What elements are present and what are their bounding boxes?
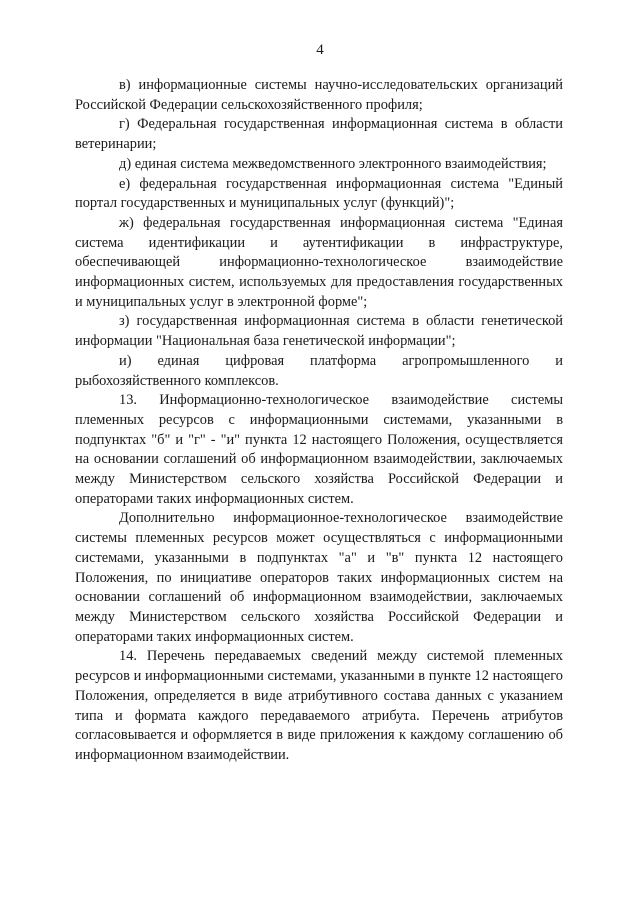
paragraph-item-zh: ж) федеральная государственная информационная система "Единая система идентификации и аутентификации в инфраструктуре, обеспечивающей информационно-технологическое взаимодействие информационных систем, используемых для предоставления государственных и муниципальных услуг в электронной форме";: [75, 214, 563, 310]
paragraph-item-e: е) федеральная государственная информационная система "Единый портал государственных и муниципальных услуг (функций)";: [75, 175, 563, 212]
paragraph-clause-13-additional: Дополнительно информационное-технологическое взаимодействие системы племенных ресурсов может осуществляться с информационными системами, указанными в подпунктах "а" и "в" пункта 12 настоящего Положения, по инициативе операторов таких информационных систем на основании соглашений об информационном взаимодействии, заключаемых между Министерством сельского хозяйства Российской Федерации и операторами таких информационных систем.: [75, 510, 563, 645]
paragraph-item-g: г) Федеральная государственная информационная система в области ветеринарии;: [75, 116, 563, 153]
page-number: 4: [316, 42, 324, 58]
paragraph-clause-13: 13. Информационно-технологическое взаимодействие системы племенных ресурсов с информационными системами, указанными в подпунктах "б" и "г" - "и" пункта 12 настоящего Положения, осуществляется на основании соглашений об информационном взаимодействии, заключаемых между Министерством сельского хозяйства Российской Федерации и операторами таких информационных систем.: [75, 392, 563, 507]
document-body: [75, 76, 563, 766]
paragraph-item-d: д) единая система межведомственного электронного взаимодействия;: [119, 155, 547, 172]
paragraph-clause-14: 14. Перечень передаваемых сведений между системой племенных ресурсов и информационными системами, указанными в пункте 12 настоящего Положения, определяется в виде атрибутивного состава данных с указанием типа и формата каждого передаваемого атрибута. Перечень атрибутов согласовывается и оформляется в виде приложения к каждому соглашению об информационном взаимодействии.: [75, 648, 563, 763]
paragraph-item-v: в) информационные системы научно-исследовательских организаций Российской Федерации сельскохозяйственного профиля;: [75, 77, 563, 113]
paragraph-item-i: и) единая цифровая платформа агропромышленного и рыбохозяйственного комплексов.: [75, 352, 563, 389]
paragraph-item-z: з) государственная информационная система в области генетической информации "Национальная база генетической информации";: [75, 313, 563, 350]
